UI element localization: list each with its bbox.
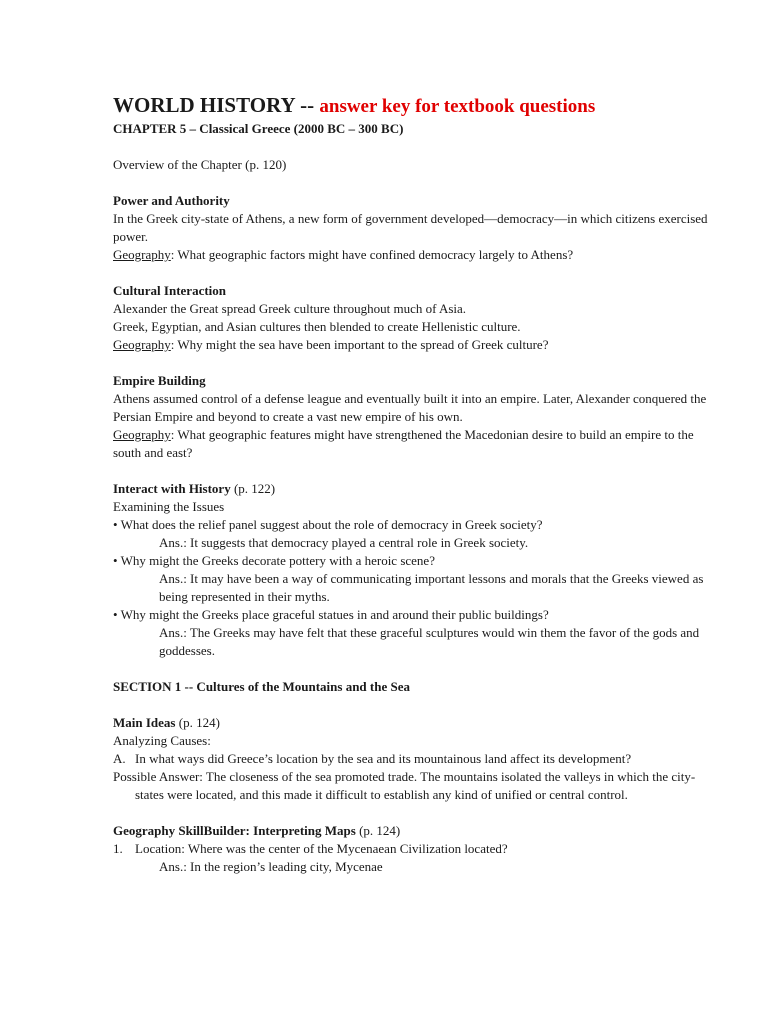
skillbuilder-question: 1. Location: Where was the center of the Mycenaean Civilization located? [113,841,508,856]
main-ideas-answer: Possible Answer: The closeness of the sea promoted trade. The mountains isolated the valleys in which the city-states were located, and this made it difficult to establish any kind of unified or central control. [113,769,696,802]
power-geography-question: Geography: What geographic factors might have confined democracy largely to Athens? [113,247,574,262]
power-heading: Power and Authority [113,193,230,208]
interact-answer: Ans.: It may have been a way of communicating important lessons and morals that the Greeks viewed as being represented in their myths. [159,571,704,604]
power-section [113,192,713,264]
cultural-heading: Cultural Interaction [113,283,227,298]
section-1-heading: SECTION 1 -- Cultures of the Mountains and the Sea [113,679,410,694]
geography-label: Geography [113,337,171,352]
empire-text: Athens assumed control of a defense league and eventually built it into an empire. Later, Alexander conquered the Persian Empire and beyond to create a vast new empire of his own. [113,391,707,424]
document-page [113,92,713,876]
interact-answer: Ans.: The Greeks may have felt that these graceful sculptures would win them the favor of the gods and goddesses. [159,625,700,658]
document-title [113,92,713,120]
main-ideas-subheading: Analyzing Causes: [113,733,211,748]
interact-heading: Interact with History (p. 122) [113,481,276,496]
main-ideas-question: A. In what ways did Greece’s location by the sea and its mountainous land affect its development? [113,751,632,766]
main-ideas-section [113,714,713,804]
empire-geography-question: Geography: What geographic features might have strengthened the Macedonian desire to build an empire to the south and east? [113,427,694,460]
cultural-section [113,282,713,354]
power-text: In the Greek city-state of Athens, a new form of government developed—democracy—in which citizens exercised power. [113,211,708,244]
cultural-line-1: Alexander the Great spread Greek culture throughout much of Asia. [113,301,467,316]
interact-section [113,480,713,660]
interact-question: • Why might the Greeks place graceful statues in and around their public buildings? [113,607,549,622]
geography-skillbuilder-section [113,822,713,876]
skillbuilder-answer: Ans.: In the region’s leading city, Mycenae [159,859,383,874]
overview-line: Overview of the Chapter (p. 120) [113,157,287,172]
interact-answer: Ans.: It suggests that democracy played a central role in Greek society. [159,535,529,550]
empire-heading: Empire Building [113,373,206,388]
interact-question: • Why might the Greeks decorate pottery with a heroic scene? [113,553,435,568]
chapter-heading: CHAPTER 5 – Classical Greece (2000 BC – 300 BC) [113,121,404,136]
geography-label: Geography [113,427,171,442]
cultural-geography-question: Geography: Why might the sea have been important to the spread of Greek culture? [113,337,549,352]
skillbuilder-heading: Geography SkillBuilder: Interpreting Maps (p. 124) [113,823,401,838]
title-main: WORLD HISTORY -- [113,93,315,117]
geography-label: Geography [113,247,171,262]
interact-subheading: Examining the Issues [113,499,225,514]
main-ideas-heading: Main Ideas (p. 124) [113,715,220,730]
cultural-line-2: Greek, Egyptian, and Asian cultures then blended to create Hellenistic culture. [113,319,521,334]
empire-section [113,372,713,462]
title-subtitle: answer key for textbook questions [319,96,596,117]
interact-question: • What does the relief panel suggest about the role of democracy in Greek society? [113,517,543,532]
